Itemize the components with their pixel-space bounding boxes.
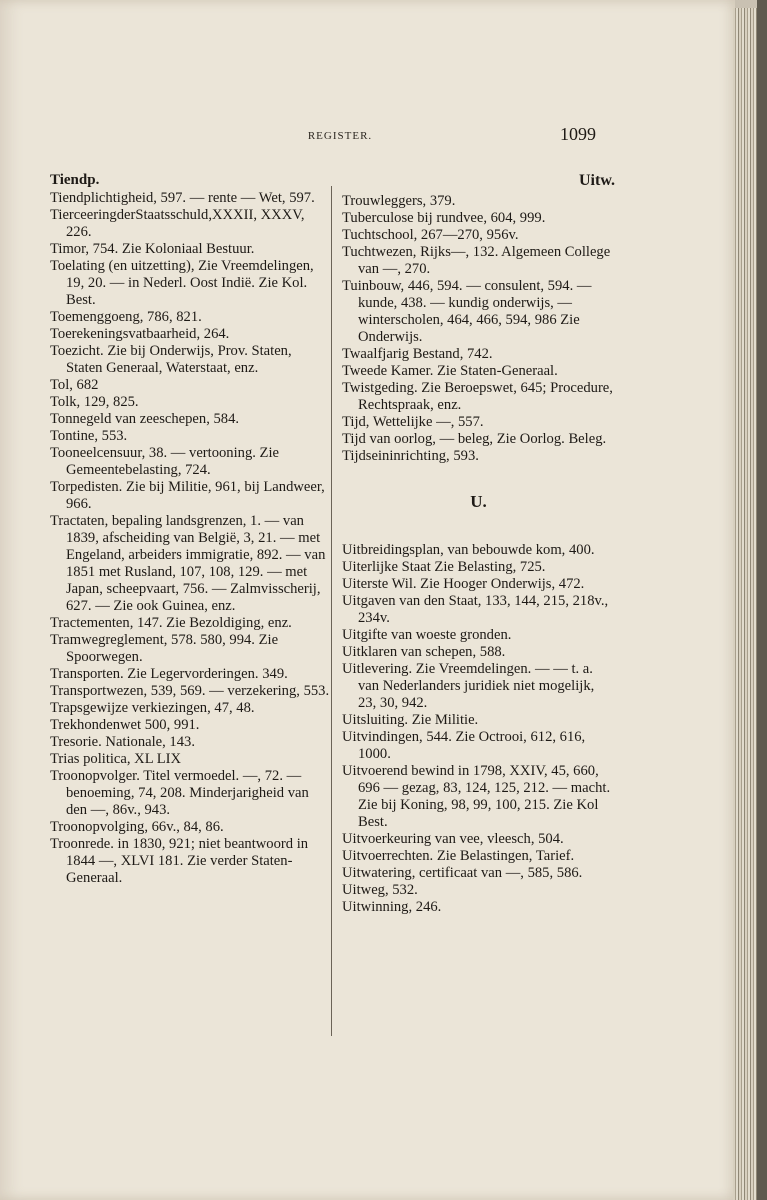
index-entry: Uiterlijke Staat Zie Belasting, 725. <box>342 559 546 575</box>
index-entry: Tuchtwezen, Rijks—, 132. Algemeen College van —, 270. <box>342 244 611 277</box>
index-entry: Uitlevering. Zie Vreemdelingen. — — t. a. van Nederlanders juridiek niet mogelijk, 23, 30, 942. <box>342 661 595 711</box>
index-entry: Twaalfjarig Bestand, 742. <box>342 346 493 362</box>
index-entry: Timor, 754. Zie Koloniaal Bestuur. <box>50 241 255 257</box>
index-entry: Troonopvolger. Titel vermoedel. —, 72. — benoeming, 74, 208. Minderjarigheid van den —, 86v., 943. <box>50 768 309 818</box>
index-entry: Tolk, 129, 825. <box>50 394 139 410</box>
index-entry: Toemenggoeng, 786, 821. <box>50 309 202 325</box>
index-entry: Tonnegeld van zeeschepen, 584. <box>50 411 240 427</box>
index-entry: Tuchtschool, 267—270, 956v. <box>342 227 519 243</box>
index-entry: Tuberculose bij rundvee, 604, 999. <box>342 210 546 226</box>
index-entry: Trapsgewijze verkiezingen, 47, 48. <box>50 700 255 716</box>
index-entry: Tijdseininrichting, 593. <box>342 448 479 464</box>
index-entry: Tuinbouw, 446, 594. — consulent, 594. — kunde, 438. — kundig onderwijs, — winterscholen, 464, 466, 594, 986 Zie Onderwijs. <box>342 278 592 345</box>
index-entry: Tractementen, 147. Zie Bezoldiging, enz. <box>50 615 292 631</box>
index-entry: Uitgifte van woeste gronden. <box>342 627 512 643</box>
right-entry-list-u <box>342 542 615 916</box>
index-entry: Toezicht. Zie bij Onderwijs, Prov. Staten, Staten Generaal, Waterstaat, enz. <box>50 343 292 376</box>
index-entry: Uitbreidingsplan, van bebouwde kom, 400. <box>342 542 595 558</box>
index-entry: Uitgaven van den Staat, 133, 144, 215, 218v., 234v. <box>342 593 609 626</box>
index-entry: Tontine, 553. <box>50 428 128 444</box>
index-entry: Tramwegreglement, 578. 580, 994. Zie Spoorwegen. <box>50 632 279 665</box>
index-entry: Troonrede. in 1830, 921; niet beantwoord in 1844 —, XLVI 181. Zie verder Staten-Generaal. <box>50 836 309 886</box>
left-column <box>50 172 330 887</box>
index-entry: Uitweg, 532. <box>342 882 418 898</box>
left-entry-list <box>50 190 330 887</box>
index-entry: Uitwinning, 246. <box>342 899 442 915</box>
index-entry: Uiterste Wil. Zie Hooger Onderwijs, 472. <box>342 576 585 592</box>
index-entry: Tijd, Wettelijke —, 557. <box>342 414 484 430</box>
index-entry: Trouwleggers, 379. <box>342 193 456 209</box>
index-entry: Trias politica, XL LIX <box>50 751 182 767</box>
index-entry: Toerekeningsvatbaarheid, 264. <box>50 326 230 342</box>
page-number: 1099 <box>560 124 596 144</box>
index-entry: Transportwezen, 539, 569. — verzekering, 553. <box>50 683 330 699</box>
column-divider <box>331 186 332 1036</box>
index-entry: Uitvoerend bewind in 1798, XXIV, 45, 660, 696 — gezag, 83, 124, 125, 212. — macht. Zie bij Koning, 98, 99, 100, 215. Zie Kol Best. <box>342 763 611 830</box>
index-entry: Torpedisten. Zie bij Militie, 961, bij Landweer, 966. <box>50 479 325 512</box>
index-entry: Troonopvolging, 66v., 84, 86. <box>50 819 224 835</box>
index-entry: Uitklaren van schepen, 588. <box>342 644 506 660</box>
index-entry: Uitvoerrechten. Zie Belastingen, Tarief. <box>342 848 575 864</box>
index-entry: Uitsluiting. Zie Militie. <box>342 712 479 728</box>
index-entry: Tooneelcensuur, 38. — vertooning. Zie Gemeentebelasting, 724. <box>50 445 279 478</box>
index-entry: Tresorie. Nationale, 143. <box>50 734 195 750</box>
guide-word-left: Tiendp. <box>50 172 100 188</box>
section-letter-u: U. <box>470 492 487 511</box>
right-entry-list-t <box>342 193 615 465</box>
index-entry: Tiendplichtigheid, 597. — rente — Wet, 597. <box>50 190 315 206</box>
index-entry: Trekhondenwet 500, 991. <box>50 717 200 733</box>
index-entry: Tol, 682 <box>50 377 99 393</box>
book-cover-edge <box>757 0 767 1200</box>
index-entry: Twistgeding. Zie Beroepswet, 645; Procedure, Rechtspraak, enz. <box>342 380 613 413</box>
index-entry: Tractaten, bepaling landsgrenzen, 1. — van 1839, afscheiding van België, 3, 21. — met Engeland, arbeiders immigratie, 892. — van 1851 met Rusland, 107, 108, 129. — met Japan, scheepvaart, 756. — Zalmvisscherij, 627. — Zie ook Guinea, enz. <box>50 513 326 614</box>
guide-word-right: Uitw. <box>579 172 615 189</box>
page-edges <box>733 8 759 1200</box>
index-entry: TierceeringderStaatsschuld,XXXII, XXXV, 226. <box>50 207 305 240</box>
index-entry: Tweede Kamer. Zie Staten-Generaal. <box>342 363 558 379</box>
index-entry: Uitvindingen, 544. Zie Octrooi, 612, 616, 1000. <box>342 729 586 762</box>
index-entry: Tijd van oorlog, — beleg, Zie Oorlog. Beleg. <box>342 431 607 447</box>
index-entry: Transporten. Zie Legervorderingen. 349. <box>50 666 288 682</box>
running-title: REGISTER. <box>307 130 373 142</box>
index-entry: Uitwatering, certificaat van —, 585, 586. <box>342 865 583 881</box>
index-entry: Toelating (en uitzetting), Zie Vreemdelingen, 19, 20. — in Nederl. Oost Indië. Zie Kol. Best. <box>50 258 314 308</box>
right-column <box>342 172 615 916</box>
index-entry: Uitvoerkeuring van vee, vleesch, 504. <box>342 831 564 847</box>
